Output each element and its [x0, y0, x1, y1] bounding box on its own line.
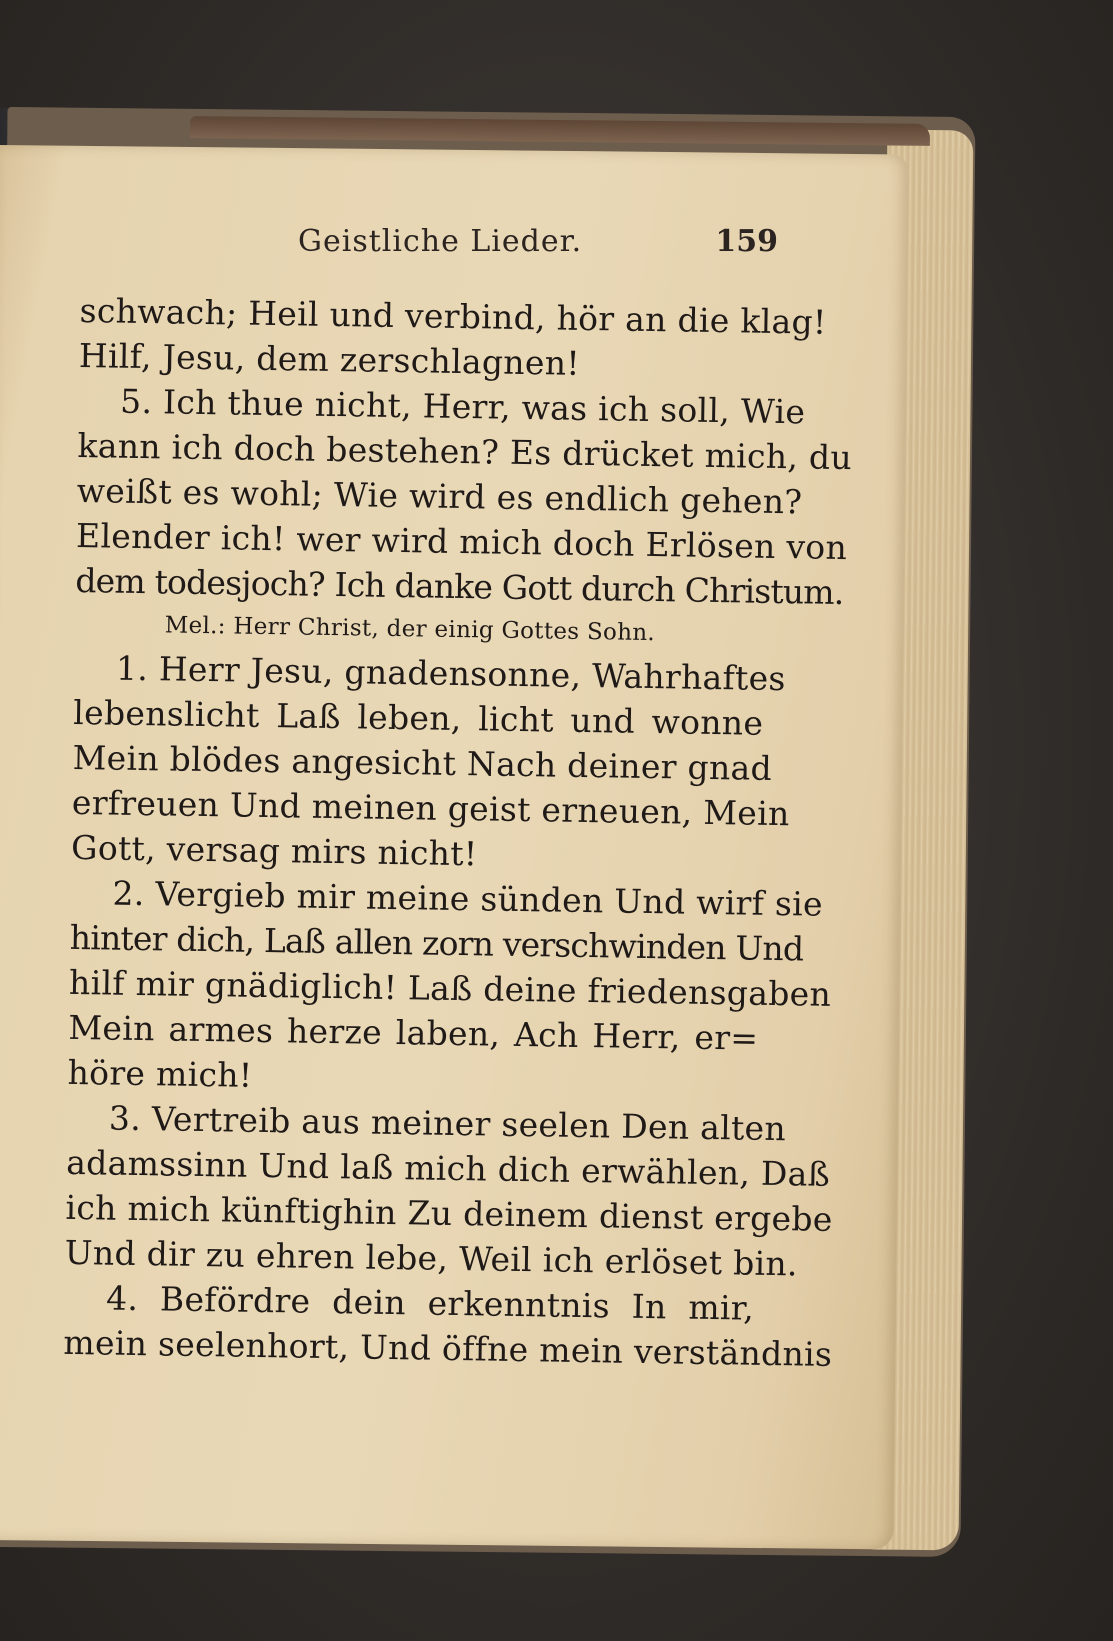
text-line: höre mich!: [67, 1052, 253, 1095]
melody-note: Mel.: Herr Christ, der einig Gottes Sohn.: [164, 612, 656, 647]
page-number: 159: [715, 224, 778, 259]
page-header: [88, 224, 778, 274]
text-line: hilf mir gnädiglich! Laß deine friedensgaben: [68, 962, 832, 1014]
text-line: Und dir zu ehren lebe, Weil ich erlöset bin.: [64, 1232, 799, 1284]
text-line: Mein blödes angesicht Nach deiner gnad: [72, 737, 773, 788]
text-line: dem todesjoch? Ich danke Gott durch Christum.: [75, 560, 844, 613]
text-line: Elender ich! wer wird mich doch Erlösen von: [75, 515, 848, 568]
running-head: Geistliche Lieder.: [298, 224, 583, 259]
verse-line: 1. Herr Jesu, gnadensonne, Wahrhaftes: [115, 648, 787, 699]
verse-line: 2. Vergieb mir meine sünden Und wirf sie: [112, 873, 824, 924]
text-line: mein seelenhort, Und öffne mein verständnis: [63, 1322, 833, 1374]
text-line: schwach; Heil und verbind, hör an die klag!: [79, 290, 827, 342]
text-line: weißt es wohl; Wie wird es endlich gehen?: [76, 470, 803, 522]
text-line: hinter dich, Laß allen zorn verschwinden Und: [69, 917, 804, 969]
verse-line: 3. Vertreib aus meiner seelen Den alten: [108, 1098, 787, 1149]
verse-line: 4. Befördre dein erkenntnis In mir,: [105, 1278, 755, 1328]
text-line: erfreuen Und meinen geist erneuen, Mein: [71, 782, 790, 834]
text-line: lebenslicht Laß leben, licht und wonne: [73, 692, 764, 743]
text-line: Mein armes herze laben, Ach Herr, er=: [68, 1007, 759, 1058]
text-line: kann ich doch bestehen? Es drücket mich, du: [77, 425, 853, 478]
verse-line: 5. Ich thue nicht, Herr, was ich soll, Wie: [119, 381, 806, 432]
text-line: adamssinn Und laß mich dich erwählen, Daß: [65, 1142, 831, 1194]
text-line: Gott, versag mirs nicht!: [70, 827, 478, 874]
text-line: Hilf, Jesu, dem zerschlagnen!: [78, 335, 581, 383]
text-line: ich mich künftighin Zu deinem dienst ergebe: [65, 1187, 833, 1239]
hymn-text: [63, 288, 853, 1376]
